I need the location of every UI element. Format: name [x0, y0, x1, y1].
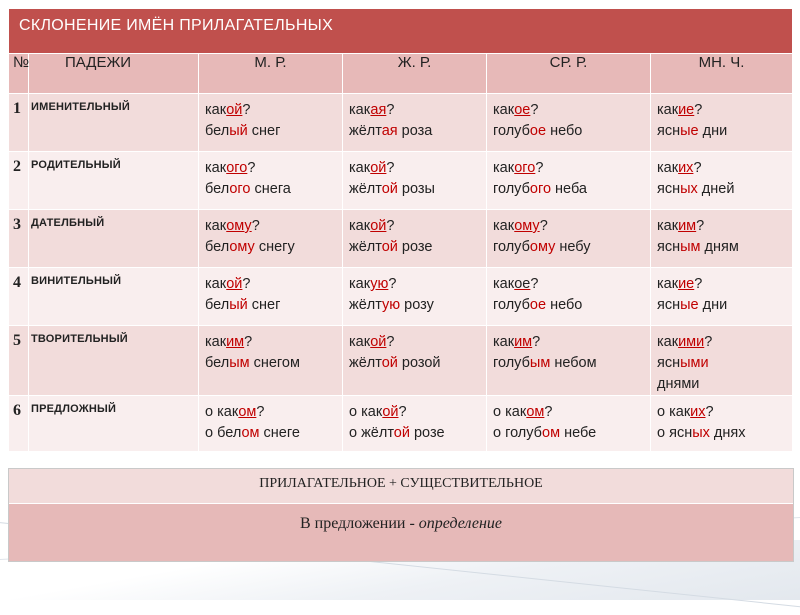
word-ending: ых — [680, 181, 698, 197]
case-name: ИМЕНИТЕЛЬНЫЙ — [29, 94, 199, 152]
case-name: ТВОРИТЕЛЬНЫЙ — [29, 326, 199, 396]
form-cell-pl — [651, 396, 793, 452]
word-part: ? — [530, 276, 539, 292]
form-cell-f — [343, 210, 487, 268]
header-feminine: Ж. Р. — [343, 54, 487, 94]
word-part: как — [349, 218, 371, 234]
word-ending: ым — [680, 239, 701, 255]
form-cell-m — [199, 326, 343, 396]
row-number: 3 — [9, 210, 29, 268]
header-cases: ПАДЕЖИ — [29, 54, 199, 94]
word-part: дни — [698, 297, 728, 313]
form-cell-pl — [651, 152, 793, 210]
word-ending: ом — [241, 425, 260, 441]
word-part: ясн — [657, 181, 681, 197]
word-part: как — [349, 334, 371, 350]
word-part: как — [657, 218, 679, 234]
form-cell-m — [199, 152, 343, 210]
rule-formula: ПРИЛАГАТЕЛЬНОЕ + СУЩЕСТВИТЕЛЬНОЕ — [9, 469, 793, 504]
word-part: ? — [242, 102, 251, 118]
word-part: о бел — [205, 425, 242, 441]
word-ending: ые — [680, 297, 699, 313]
word-ending: ое — [529, 123, 547, 139]
form-cell-n — [487, 396, 651, 452]
word-ending: ом — [526, 404, 545, 420]
row-number: 4 — [9, 268, 29, 326]
word-part: голуб — [493, 123, 530, 139]
word-ending: им — [678, 218, 697, 234]
word-part: ? — [705, 404, 714, 420]
form-cell-f — [343, 94, 487, 152]
word-part: как — [493, 276, 515, 292]
word-part: как — [205, 160, 227, 176]
word-ending: ую — [382, 297, 401, 313]
table-row — [9, 268, 793, 326]
word-ending: ая — [381, 123, 398, 139]
word-ending: им — [514, 334, 533, 350]
form-cell-m — [199, 268, 343, 326]
word-ending: ой — [226, 276, 243, 292]
header-number: № — [9, 54, 29, 94]
word-part: розу — [400, 297, 434, 313]
table-title-row — [9, 9, 793, 54]
word-part: дням — [700, 239, 739, 255]
word-part: дни — [698, 123, 728, 139]
word-ending: ой — [393, 425, 410, 441]
word-part: голуб — [493, 239, 530, 255]
word-part: розой — [397, 355, 441, 371]
word-part: как — [493, 160, 515, 176]
rule-sentence-prefix: В предложении - — [299, 515, 419, 532]
rule-sentence — [9, 504, 793, 561]
word-part: ? — [696, 218, 705, 234]
word-ending: ой — [370, 160, 387, 176]
header-row — [9, 54, 793, 94]
word-part: днями — [657, 376, 700, 392]
word-part: голуб — [493, 181, 530, 197]
form-cell-pl — [651, 268, 793, 326]
word-part: о как — [349, 404, 383, 420]
word-ending: ой — [370, 334, 387, 350]
word-part: розе — [397, 239, 433, 255]
word-part: небо — [546, 297, 583, 313]
word-ending: ый — [229, 297, 248, 313]
word-ending: ие — [678, 276, 695, 292]
word-ending: ые — [680, 123, 699, 139]
word-part: бел — [205, 355, 230, 371]
word-ending: ие — [678, 102, 695, 118]
word-part: ? — [256, 404, 265, 420]
table-row — [9, 210, 793, 268]
word-part: как — [657, 334, 679, 350]
form-cell-m — [199, 94, 343, 152]
word-part: ? — [704, 334, 713, 350]
header-neuter: СР. Р. — [487, 54, 651, 94]
word-part: снегом — [249, 355, 300, 371]
word-ending: ому — [514, 218, 540, 234]
word-ending: ыми — [680, 355, 709, 371]
word-part: ? — [693, 160, 702, 176]
declension-table — [8, 8, 793, 452]
form-cell-n — [487, 326, 651, 396]
word-part: как — [205, 102, 227, 118]
form-cell-f — [343, 152, 487, 210]
form-cell-n — [487, 152, 651, 210]
word-part: жёлт — [349, 123, 382, 139]
page-title: СКЛОНЕНИЕ ИМЁН ПРИЛАГАТЕЛЬНЫХ — [9, 9, 793, 54]
table-row — [9, 152, 793, 210]
word-part: как — [493, 218, 515, 234]
case-name: ДАТЕЛБНЫЙ — [29, 210, 199, 268]
word-ending: им — [226, 334, 245, 350]
word-part: ? — [532, 334, 541, 350]
word-part: как — [349, 160, 371, 176]
word-part: как — [657, 276, 679, 292]
word-ending: их — [678, 160, 694, 176]
word-part: снег — [247, 123, 281, 139]
form-cell-m — [199, 396, 343, 452]
word-ending: ими — [678, 334, 705, 350]
word-part: как — [657, 102, 679, 118]
word-ending: ой — [226, 102, 243, 118]
word-ending: ым — [229, 355, 250, 371]
word-part: снегу — [254, 239, 295, 255]
form-cell-n — [487, 210, 651, 268]
word-part: голуб — [493, 297, 530, 313]
word-ending: ой — [381, 181, 398, 197]
word-part: голуб — [493, 355, 530, 371]
word-ending: ую — [370, 276, 389, 292]
word-part: как — [205, 218, 227, 234]
word-ending: ым — [529, 355, 551, 371]
table-row — [9, 94, 793, 152]
word-part: розе — [409, 425, 445, 441]
word-part: как — [493, 102, 515, 118]
header-plural: МН. Ч. — [651, 54, 793, 94]
word-ending: их — [690, 404, 706, 420]
form-cell-f — [343, 326, 487, 396]
word-part: ? — [386, 102, 395, 118]
word-part: бел — [205, 239, 230, 255]
word-ending: ом — [238, 404, 257, 420]
word-ending: ого — [229, 181, 251, 197]
form-cell-pl — [651, 326, 793, 396]
word-part: небу — [555, 239, 591, 255]
word-ending: ого — [226, 160, 248, 176]
word-part: ясн — [657, 355, 681, 371]
word-part: ? — [694, 276, 703, 292]
word-part: снег — [247, 297, 281, 313]
form-cell-pl — [651, 94, 793, 152]
word-ending: ой — [381, 355, 398, 371]
word-ending: ых — [692, 425, 710, 441]
case-name: РОДИТЕЛЬНЫЙ — [29, 152, 199, 210]
word-part: бел — [205, 297, 230, 313]
word-part: как — [349, 276, 371, 292]
case-name: ВИНИТЕЛЬНЫЙ — [29, 268, 199, 326]
row-number: 1 — [9, 94, 29, 152]
word-part: как — [657, 160, 679, 176]
word-part: небом — [550, 355, 597, 371]
word-ending: ом — [542, 425, 561, 441]
word-part: бел — [205, 123, 230, 139]
word-ending: ому — [529, 239, 556, 255]
word-ending: ому — [229, 239, 255, 255]
word-ending: ой — [382, 404, 399, 420]
word-part: ? — [544, 404, 553, 420]
word-ending: ого — [514, 160, 536, 176]
form-cell-f — [343, 396, 487, 452]
word-ending: ое — [529, 297, 547, 313]
word-ending: ая — [370, 102, 387, 118]
word-part: ? — [398, 404, 407, 420]
word-part: роза — [397, 123, 433, 139]
word-part: ясн — [657, 123, 681, 139]
word-part: ? — [386, 218, 395, 234]
word-part: о ясн — [657, 425, 693, 441]
word-part: ? — [386, 160, 395, 176]
word-part: ? — [247, 160, 256, 176]
word-part: ? — [242, 276, 251, 292]
word-part: дней — [697, 181, 735, 197]
form-cell-m — [199, 210, 343, 268]
table-row — [9, 326, 793, 396]
word-ending: ое — [514, 276, 531, 292]
form-cell-f — [343, 268, 487, 326]
word-part: как — [493, 334, 515, 350]
row-number: 6 — [9, 396, 29, 452]
word-part: бел — [205, 181, 230, 197]
word-part: о как — [493, 404, 527, 420]
word-ending: ому — [226, 218, 252, 234]
word-ending: ое — [514, 102, 531, 118]
row-number: 5 — [9, 326, 29, 396]
word-part: о как — [205, 404, 239, 420]
word-part: о жёлт — [349, 425, 394, 441]
word-part: ? — [386, 334, 395, 350]
word-ending: ой — [381, 239, 398, 255]
word-part: жёлт — [349, 355, 382, 371]
word-ending: ой — [370, 218, 387, 234]
word-part: о как — [657, 404, 691, 420]
word-part: розы — [397, 181, 435, 197]
case-name: ПРЕДЛОЖНЫЙ — [29, 396, 199, 452]
word-part: жёлт — [349, 297, 383, 313]
word-part: ? — [539, 218, 548, 234]
word-part: небо — [546, 123, 583, 139]
form-cell-pl — [651, 210, 793, 268]
row-number: 2 — [9, 152, 29, 210]
word-part: снеге — [259, 425, 300, 441]
word-ending: ый — [229, 123, 248, 139]
word-part: ? — [535, 160, 544, 176]
word-part: днях — [709, 425, 746, 441]
rule-box — [8, 468, 794, 562]
word-part: ? — [244, 334, 253, 350]
word-part: небе — [560, 425, 597, 441]
header-masculine: М. Р. — [199, 54, 343, 94]
form-cell-n — [487, 94, 651, 152]
rule-sentence-role: определение — [418, 515, 503, 532]
word-part: как — [205, 334, 227, 350]
table-row — [9, 396, 793, 452]
word-part: ? — [251, 218, 260, 234]
word-ending: ого — [529, 181, 552, 197]
word-part: как — [205, 276, 227, 292]
word-part: жёлт — [349, 239, 382, 255]
word-part: ? — [388, 276, 397, 292]
form-cell-n — [487, 268, 651, 326]
word-part: снега — [250, 181, 291, 197]
word-part: неба — [551, 181, 587, 197]
word-part: ясн — [657, 239, 681, 255]
word-part: ? — [694, 102, 703, 118]
word-part: как — [349, 102, 371, 118]
word-part: ясн — [657, 297, 681, 313]
word-part: ? — [530, 102, 539, 118]
word-part: о голуб — [493, 425, 542, 441]
word-part: жёлт — [349, 181, 382, 197]
